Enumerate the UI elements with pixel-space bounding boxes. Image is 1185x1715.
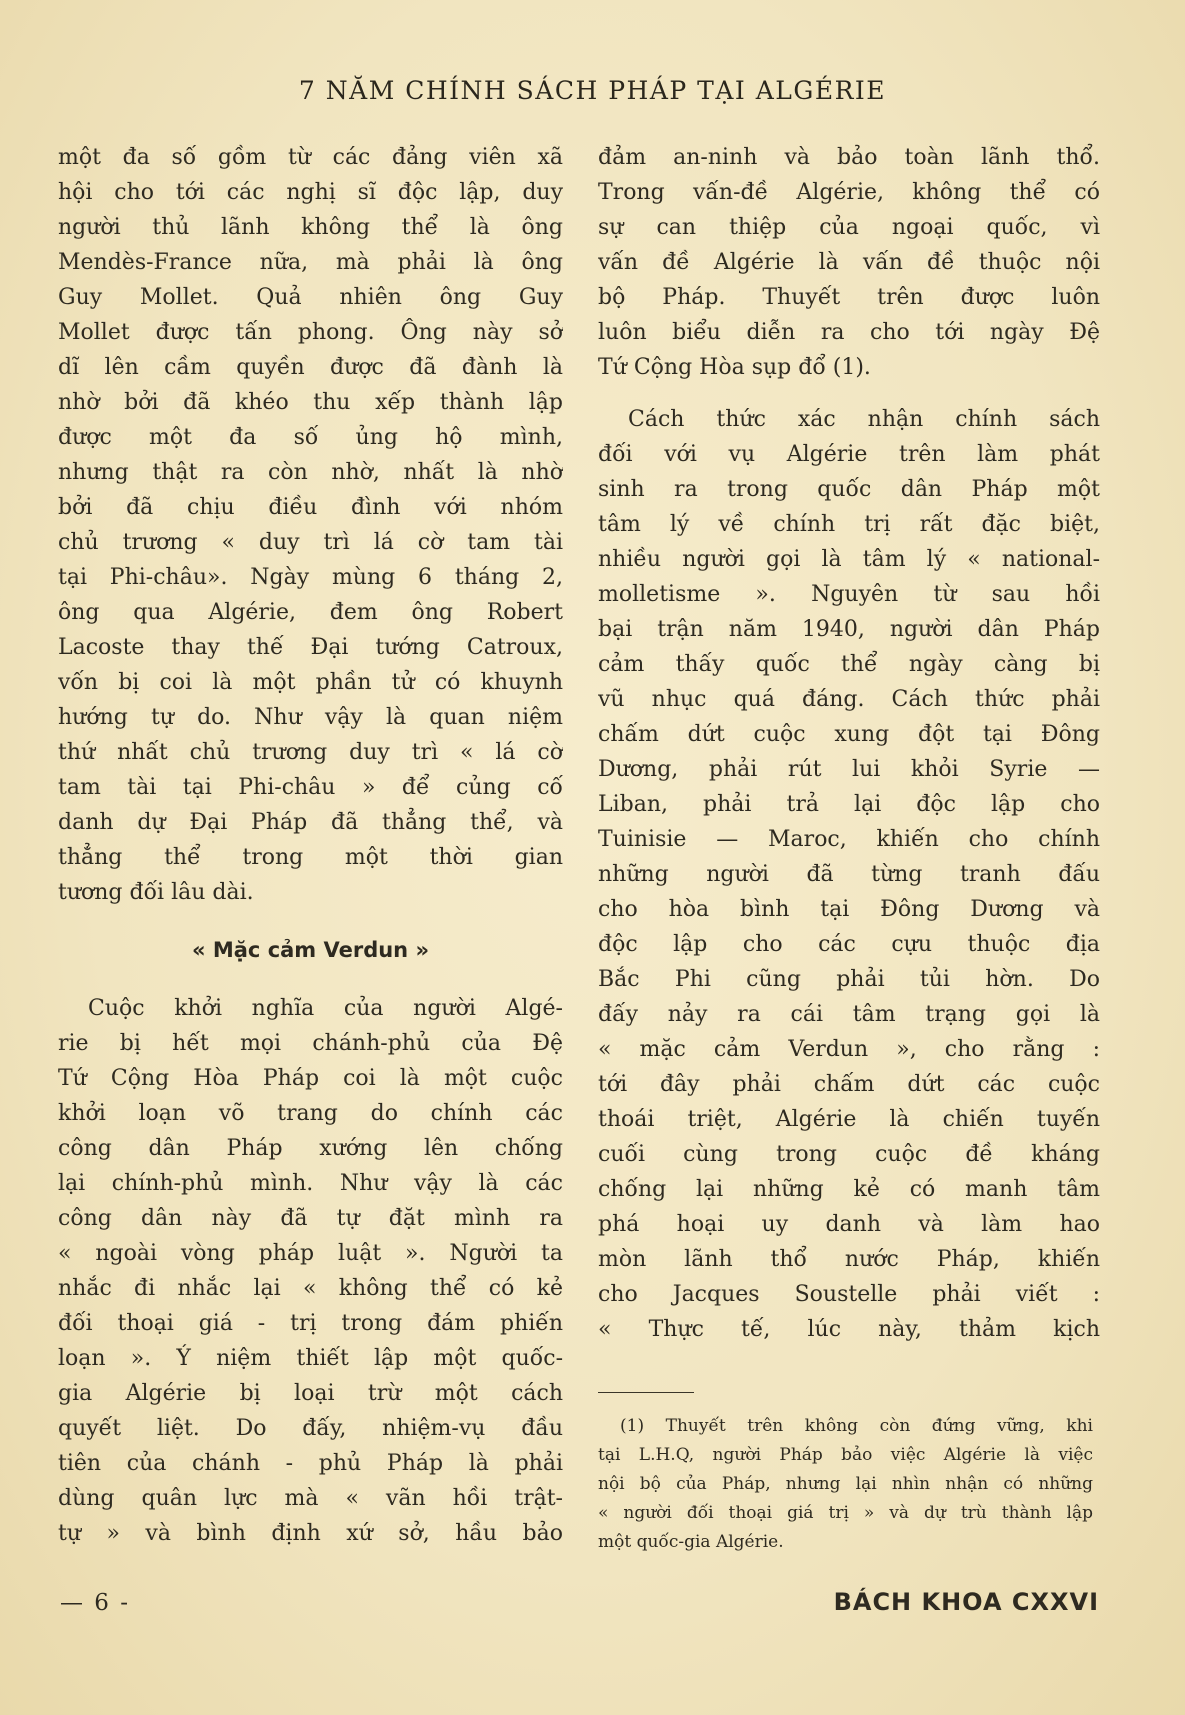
text-line: loạn ». Ý niệm thiết lập một quốc- (58, 1346, 563, 1371)
footnote (598, 1412, 1093, 1557)
text-line: đối thoại giá - trị trong đám phiến (58, 1311, 563, 1336)
text-line: thứ nhất chủ trương duy trì « lá cờ (58, 740, 563, 765)
text-line: người thủ lãnh không thể là ông (58, 215, 563, 240)
text-line: chống lại những kẻ có manh tâm (598, 1177, 1100, 1202)
text-line: dùng quân lực mà « vãn hồi trật- (58, 1486, 563, 1511)
text-line: phá hoại uy danh và làm hao (598, 1212, 1100, 1237)
text-line: Tứ Cộng Hòa sụp đổ (1). (598, 355, 871, 380)
text-line: thoái triệt, Algérie là chiến tuyến (598, 1107, 1100, 1132)
text-line: tương đối lâu dài. (58, 880, 254, 905)
text-line: Liban, phải trả lại độc lập cho (598, 792, 1100, 817)
text-line: hướng tự do. Như vậy là quan niệm (58, 705, 563, 730)
text-line: danh dự Đại Pháp đã thẳng thể, và (58, 810, 563, 835)
footnote-line: nội bộ của Pháp, nhưng lại nhìn nhận có những (598, 1474, 1093, 1494)
text-line: những người đã từng tranh đấu (598, 862, 1100, 887)
text-line: Cuộc khởi nghĩa của người Algé- (88, 996, 563, 1021)
text-line: tâm lý về chính trị rất đặc biệt, (598, 512, 1100, 537)
text-line: Lacoste thay thế Đại tướng Catroux, (58, 635, 563, 660)
text-line: đối với vụ Algérie trên làm phát (598, 442, 1100, 467)
text-line: đấy nảy ra cái tâm trạng gọi là (598, 1002, 1100, 1027)
text-line: Tứ Cộng Hòa Pháp coi là một cuộc (58, 1066, 563, 1091)
text-line: Mendès-France nữa, mà phải là ông (58, 250, 563, 275)
text-line: sự can thiệp của ngoại quốc, vì (598, 215, 1100, 240)
text-line: sinh ra trong quốc dân Pháp một (598, 477, 1100, 502)
right-column (598, 140, 1100, 1347)
text-line: mòn lãnh thổ nước Pháp, khiến (598, 1247, 1100, 1272)
text-line: nhiều người gọi là tâm lý « national- (598, 547, 1100, 572)
text-line: nhờ bởi đã khéo thu xếp thành lập (58, 390, 563, 415)
text-line: tiên của chánh - phủ Pháp là phải (58, 1451, 563, 1476)
text-line: rie bị hết mọi chánh-phủ của Đệ (58, 1031, 563, 1056)
footnote-line: « người đối thoại giá trị » và dự trù thành lập (598, 1503, 1093, 1523)
text-line: tại Phi-châu». Ngày mùng 6 tháng 2, (58, 565, 563, 590)
text-line: Dương, phải rút lui khỏi Syrie — (598, 757, 1100, 782)
text-line: đảm an-ninh và bảo toàn lãnh thổ. (598, 145, 1100, 170)
text-line: công dân Pháp xướng lên chống (58, 1136, 563, 1161)
text-line: bộ Pháp. Thuyết trên được luôn (598, 285, 1100, 310)
footnote-line: một quốc-gia Algérie. (598, 1532, 784, 1552)
text-line: gia Algérie bị loại trừ một cách (58, 1381, 563, 1406)
text-line: quyết liệt. Do đấy, nhiệm-vụ đầu (58, 1416, 563, 1441)
text-line: « Thực tế, lúc này, thảm kịch (598, 1317, 1100, 1342)
journal-name: BÁCH KHOA CXXVI (833, 1588, 1099, 1616)
text-line: thẳng thể trong một thời gian (58, 845, 563, 870)
text-line: tự » và bình định xứ sở, hầu bảo (58, 1521, 563, 1546)
page-number: — 6 - (60, 1590, 131, 1616)
paragraph-gap (598, 385, 1100, 402)
text-line: cho Jacques Soustelle phải viết : (598, 1282, 1100, 1307)
text-line: ông qua Algérie, đem ông Robert (58, 600, 563, 625)
text-line: vốn bị coi là một phần tử có khuynh (58, 670, 563, 695)
text-line: Bắc Phi cũng phải tủi hờn. Do (598, 967, 1100, 992)
text-line: tam tài tại Phi-châu » để củng cố (58, 775, 563, 800)
text-line: được một đa số ủng hộ mình, (58, 425, 563, 450)
section-subheading: « Mặc cảm Verdun » (191, 938, 430, 962)
text-line: Guy Mollet. Quả nhiên ông Guy (58, 285, 563, 310)
text-line: Tuinisie — Maroc, khiến cho chính (598, 827, 1100, 852)
text-line: khởi loạn võ trang do chính các (58, 1101, 563, 1126)
text-line: « mặc cảm Verdun », cho rằng : (598, 1037, 1100, 1062)
footnote-line: (1) Thuyết trên không còn đứng vững, khi (620, 1416, 1093, 1436)
text-line: vũ nhục quá đáng. Cách thức phải (598, 687, 1100, 712)
text-line: hội cho tới các nghị sĩ độc lập, duy (58, 180, 563, 205)
text-line: cho hòa bình tại Đông Dương và (598, 897, 1100, 922)
text-line: một đa số gồm từ các đảng viên xã (58, 145, 563, 170)
footnote-line: tại L.H.Q, người Pháp bảo việc Algérie là việc (598, 1445, 1093, 1465)
running-header: 7 NĂM CHÍNH SÁCH PHÁP TẠI ALGÉRIE (298, 76, 887, 105)
text-line: nhưng thật ra còn nhờ, nhất là nhờ (58, 460, 563, 485)
text-line: chủ trương « duy trì lá cờ tam tài (58, 530, 563, 555)
text-line: Mollet được tấn phong. Ông này sở (58, 320, 563, 345)
text-line: Cách thức xác nhận chính sách (628, 407, 1100, 432)
text-line: vấn đề Algérie là vấn đề thuộc nội (598, 250, 1100, 275)
text-line: dĩ lên cầm quyền được đã đành là (58, 355, 563, 380)
text-line: Trong vấn-đề Algérie, không thể có (598, 180, 1100, 205)
text-line: bại trận năm 1940, người dân Pháp (598, 617, 1100, 642)
text-line: chấm dứt cuộc xung đột tại Đông (598, 722, 1100, 747)
text-line: bởi đã chịu điều đình với nhóm (58, 495, 563, 520)
text-line: « ngoài vòng pháp luật ». Người ta (58, 1241, 563, 1266)
text-line: nhắc đi nhắc lại « không thể có kẻ (58, 1276, 563, 1301)
left-column (58, 140, 563, 1551)
text-line: công dân này đã tự đặt mình ra (58, 1206, 563, 1231)
text-line: molletisme ». Nguyên từ sau hồi (598, 582, 1100, 607)
text-line: cuối cùng trong cuộc đề kháng (598, 1142, 1100, 1167)
text-line: độc lập cho các cựu thuộc địa (598, 932, 1100, 957)
text-line: cảm thấy quốc thể ngày càng bị (598, 652, 1100, 677)
text-line: luôn biểu diễn ra cho tới ngày Đệ (598, 320, 1100, 345)
text-line: tới đây phải chấm dứt các cuộc (598, 1072, 1100, 1097)
text-line: lại chính-phủ mình. Như vậy là các (58, 1171, 563, 1196)
footnote-divider (598, 1392, 694, 1393)
